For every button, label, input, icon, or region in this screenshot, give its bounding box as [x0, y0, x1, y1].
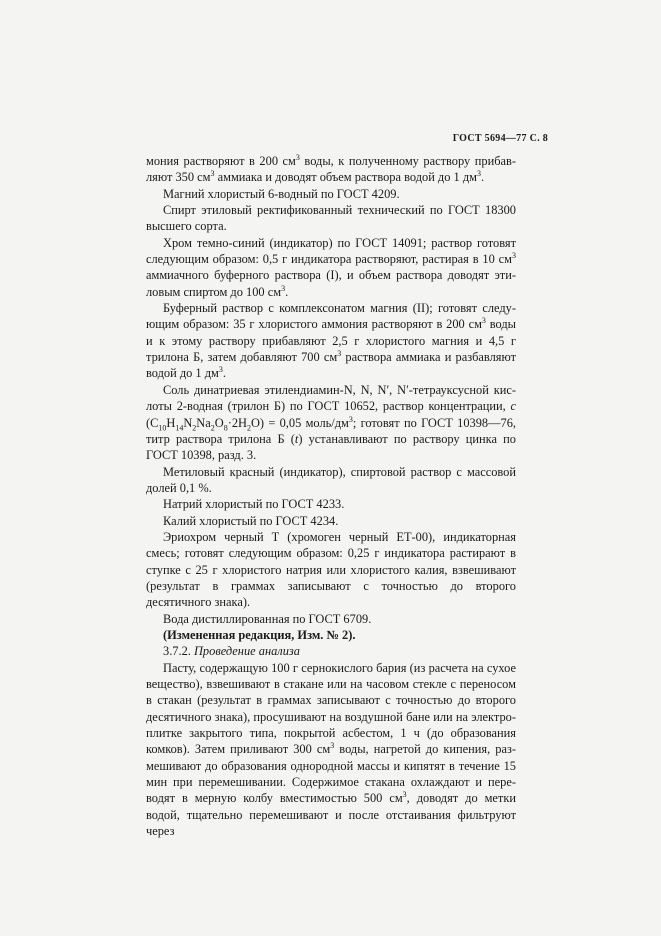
paragraph	[146, 611, 516, 627]
superscript: 3	[481, 316, 486, 326]
text-run: H	[166, 415, 176, 430]
text-run: ·2H	[227, 415, 247, 430]
paragraph	[146, 464, 516, 497]
text-run: Вода дистиллированная по ГОСТ 6709.	[163, 611, 372, 626]
paragraph	[146, 627, 516, 643]
subscript: 2	[246, 422, 251, 432]
superscript: 3	[512, 250, 516, 260]
paragraph	[146, 496, 516, 512]
text-run: .	[222, 366, 226, 381]
text-run: аммиачного буферного раствора (I), и объем раствора доводят этиловым спиртом до 100 см	[146, 268, 516, 299]
text-run: ) устанавливают по раствору цинка по ГОСТ 10398, разд. 3.	[146, 431, 516, 463]
text-run: аммиака и доводят объем раствора водой до 1 дм	[214, 170, 477, 185]
text-run: Спирт этиловый ректификованный технический по ГОСТ 18300 высшего сорта.	[146, 203, 516, 234]
subscript: 2	[210, 422, 215, 432]
text-run: воды и к этому раствору прибавляют 2,5 г хлористого магния и 4,5 г трилона Б, затем добавляют 700 см	[146, 317, 516, 365]
text-run: Натрий хлористый по ГОСТ 4233.	[163, 497, 345, 512]
text-run: мония растворяют в 200 см	[146, 154, 296, 168]
superscript: 3	[348, 414, 353, 424]
text-run: O) = 0,05 моль/дм	[250, 415, 349, 430]
text-run: воды, нагретой до кипения, размешивают до образования однородной массы и кипятят в течение 15 мин при перемешивании. Содержимое стакана охлаждают и переводят в мерную колбу вместимостью 500 см	[146, 742, 517, 806]
text-run: ; готовят по ГОСТ 10398—76, титр раствора трилона Б (	[146, 415, 516, 446]
text-run: воды, к полученному раствору прибавляют 350 см	[146, 154, 516, 185]
subscript: 14	[175, 422, 184, 432]
text-run: раствора аммиака и разбавляют водой до 1 дм	[146, 350, 516, 381]
text-run: Пасту, содержащую 100 г сернокислого бария (из расчета на сухое вещество), взвешивают в стакане или на часовом стекле с переносом в стакан (результат в граммах записывают с точностью до второго десятичного знака), просушивают на воздушной бане или на электроплитке закрытого типа, покрытой асбестом, 1 ч (до образования комков). Затем приливают 300 см	[146, 660, 516, 757]
superscript: 3	[218, 365, 223, 375]
text-run: Na	[196, 415, 211, 430]
text-run: Калий хлористый по ГОСТ 4234.	[163, 513, 339, 528]
superscript: 3	[337, 349, 342, 358]
paragraph	[146, 529, 516, 611]
text-run: t	[294, 431, 299, 446]
text-run: Соль динатриевая этилендиамин-N, N, N′, N′-тетрауксусной кислоты 2-водная (трилон Б) по ГОСТ 10652, раствор концентрации,	[146, 382, 516, 414]
text-run: Метиловый красный (индикатор), спиртовой раствор с массовой долей 0,1 %.	[146, 464, 516, 495]
text-run: Буферный раствор с комплексонатом магния (II); готовят следующим образом: 35 г хлористого аммония растворяют в 200 см	[146, 301, 516, 332]
paragraph	[146, 153, 516, 186]
text-run: , доводят до метки водой, тщательно перемешивают и после отстаивания фильтруют через	[146, 791, 517, 839]
paragraph	[146, 660, 516, 840]
superscript: 3	[330, 741, 335, 751]
text-run: Проведение анализа	[193, 644, 300, 659]
paragraph	[146, 382, 516, 464]
text-run: .	[285, 284, 289, 299]
text-run: (Измененная редакция, Изм. № 2).	[163, 627, 356, 642]
text-run: N	[183, 415, 193, 430]
text-run: .	[480, 170, 485, 185]
text-run: Магний хлористый 6-водный по ГОСТ 4209.	[163, 186, 400, 201]
page-header: ГОСТ 5694—77 С. 8	[452, 133, 548, 144]
paragraph	[146, 186, 516, 202]
paragraph	[146, 643, 516, 659]
text-run: (C	[146, 415, 159, 430]
text-run: O	[214, 415, 224, 430]
subscript: 8	[223, 422, 228, 432]
superscript: 3	[476, 169, 481, 179]
paragraph	[146, 235, 516, 300]
paragraph	[146, 513, 516, 529]
subscript: 2	[192, 422, 197, 432]
document-body	[146, 153, 516, 839]
text-run: Хром темно-синий (индикатор) по ГОСТ 14091; раствор готовят следующим образом: 0,5 г индикатора растворяют, растирая в 10 см	[146, 235, 516, 267]
text-run: 3.7.2.	[163, 644, 194, 659]
text-run: Эриохром черный Т (хромоген черный ЕТ-00), индикаторная смесь; готовят следующим образом: 0,25 г индикатора растирают в ступке с 25 г хлористого натрия или хлористого калия, взвешивают (результат в граммах записывают с точностью до второго десятичного знака).	[146, 529, 516, 610]
subscript: 10	[158, 422, 167, 432]
superscript: 3	[295, 152, 300, 162]
text-run: c	[510, 399, 516, 414]
paragraph	[146, 202, 516, 235]
superscript: 3	[402, 790, 407, 800]
paragraph	[146, 300, 516, 382]
superscript: 3	[210, 169, 215, 179]
superscript: 3	[281, 283, 286, 293]
